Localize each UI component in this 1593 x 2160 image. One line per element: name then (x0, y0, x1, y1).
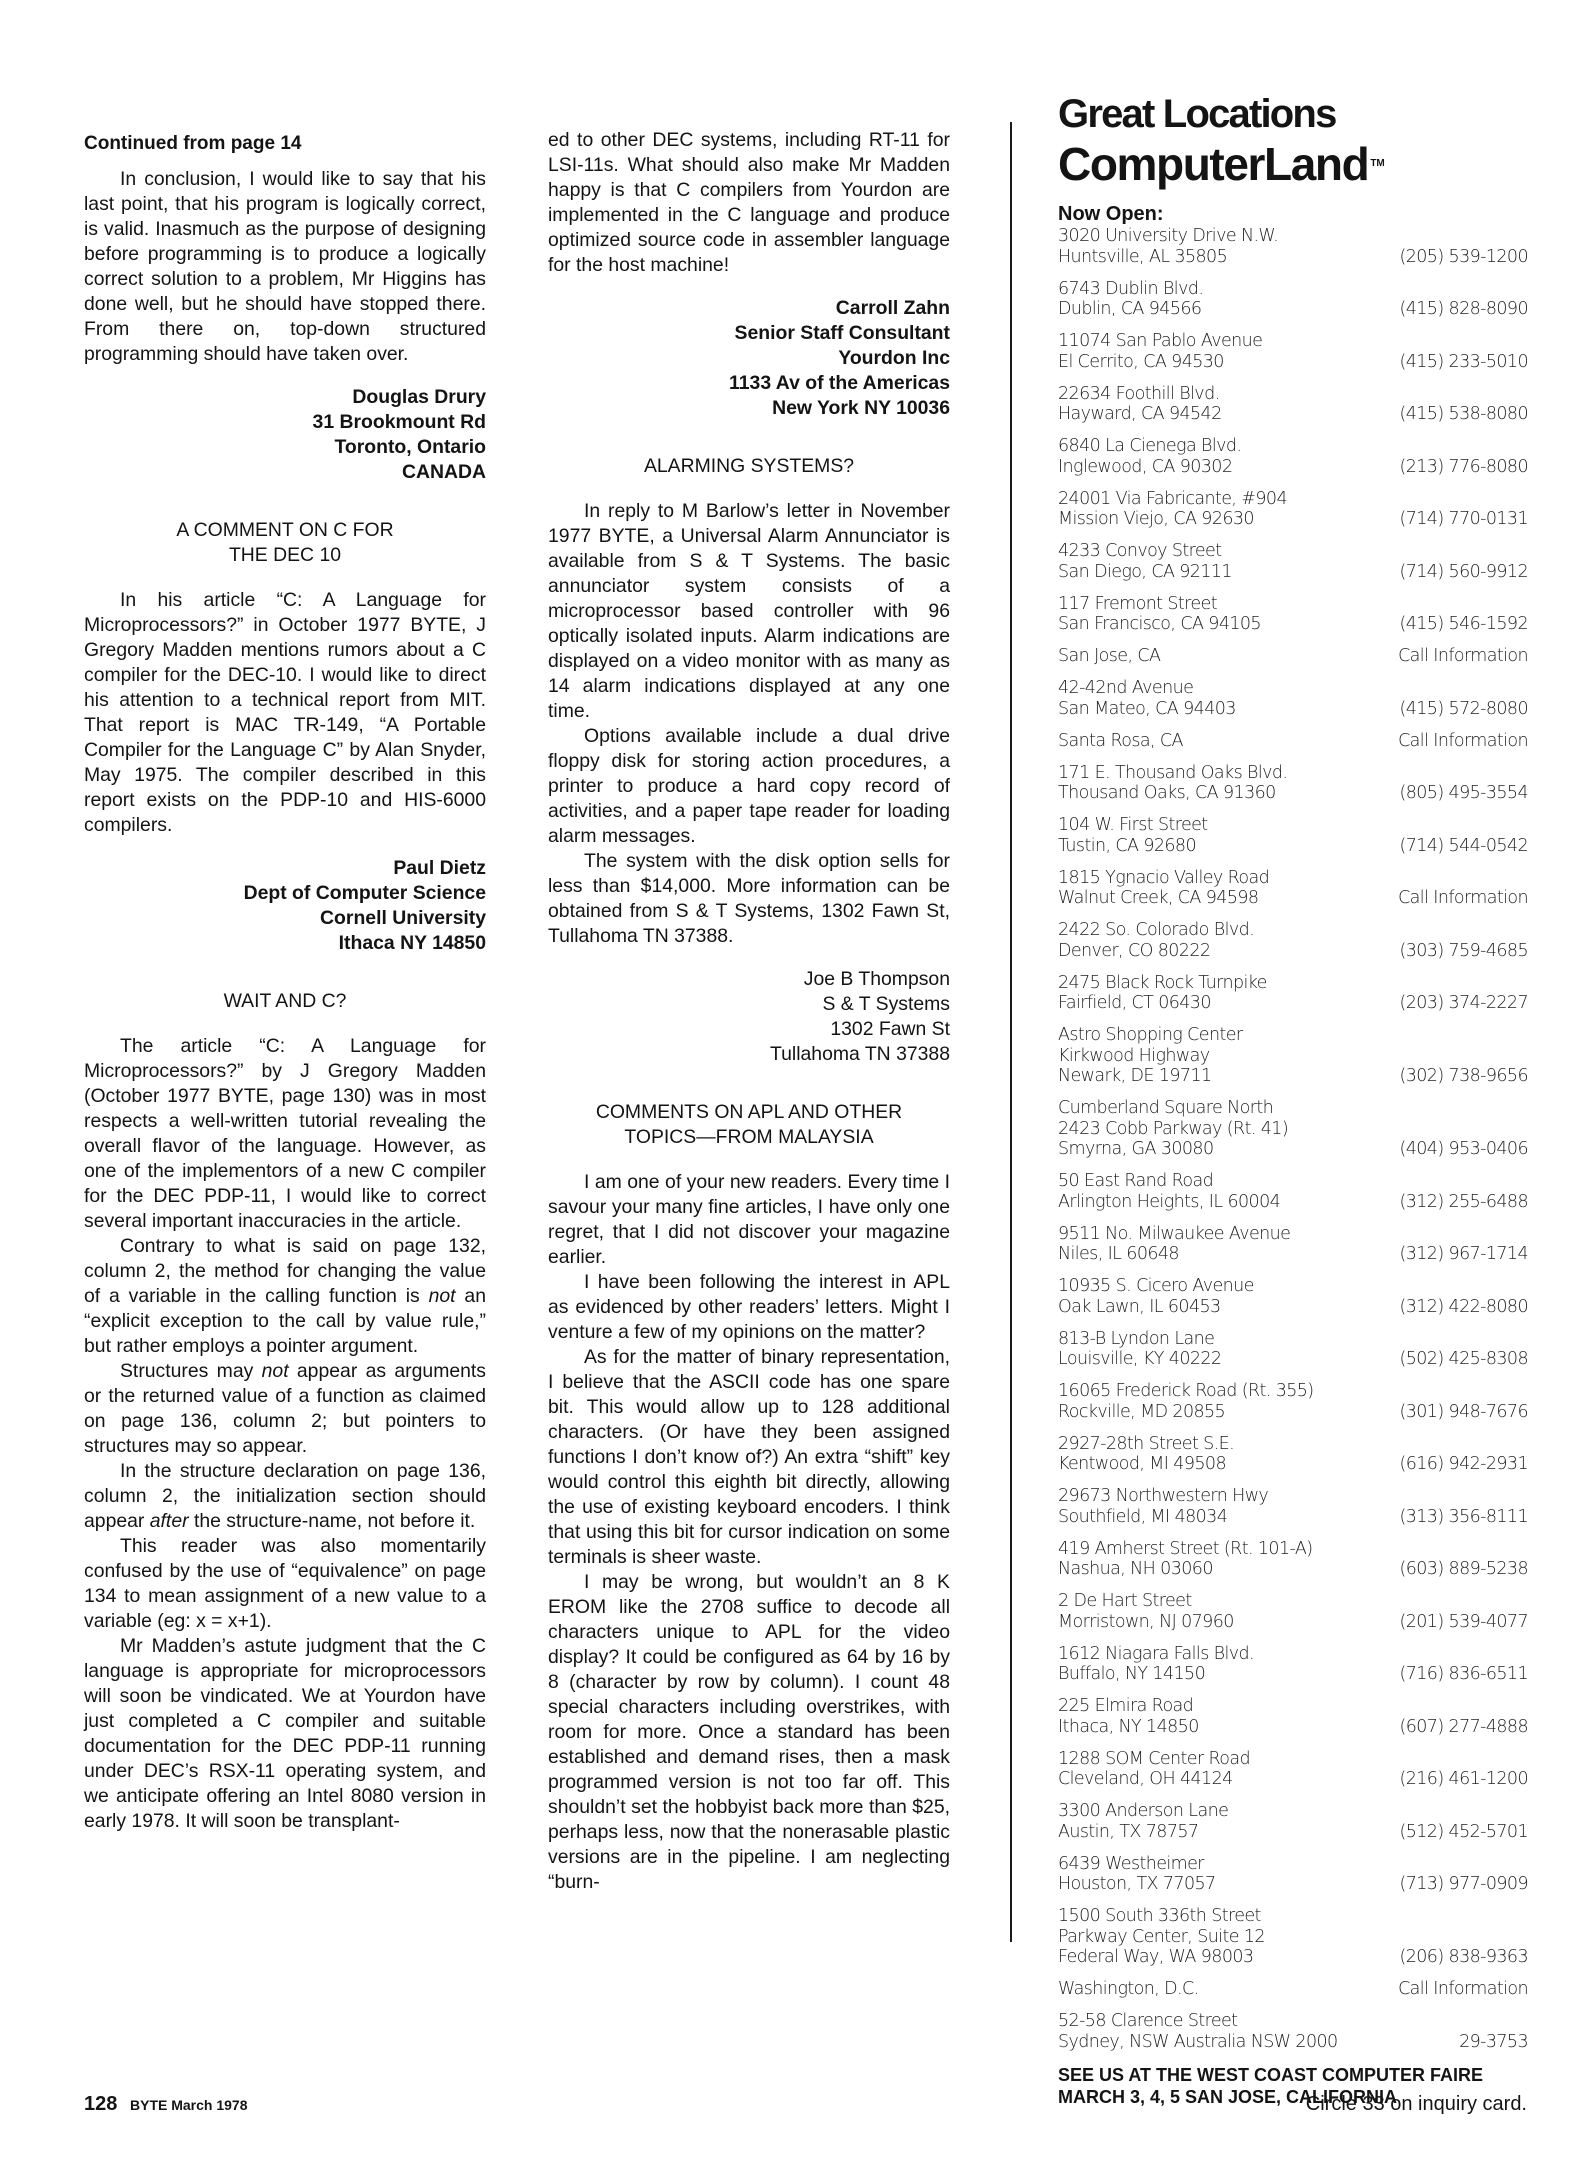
location-address-line: 2 De Hart Street (1058, 1591, 1192, 1611)
location-address-line: Hayward, CA 94542 (1058, 404, 1222, 424)
location-address-line: Austin, TX 78757 (1058, 1821, 1199, 1842)
location-phone: (312) 967-1714 (1399, 1244, 1528, 1264)
location-entry (1058, 1098, 1528, 1160)
location-address-line: 42-42nd Avenue (1058, 678, 1194, 698)
location-address-line: Thousand Oaks, CA 91360 (1058, 783, 1276, 803)
location-address-line: Mission Viejo, CA 92630 (1058, 509, 1254, 529)
location-address-line: Oak Lawn, IL 60453 (1058, 1296, 1221, 1317)
location-entry (1058, 384, 1528, 425)
trademark-mark: TM (1370, 158, 1385, 169)
inquiry-note: Circle 33 on inquiry card. (1305, 2093, 1527, 2115)
location-address-line: Louisville, KY 40222 (1058, 1349, 1222, 1369)
location-address-line: Cleveland, OH 44124 (1058, 1769, 1233, 1789)
location-address-line: 813-B Lyndon Lane (1058, 1328, 1215, 1349)
letter-paragraph: The system with the disk option sells for less than $14,000. More information can be obtained from S & T Systems, 1302 Fawn St, Tullahoma TN 37388. (548, 850, 950, 947)
location-phone: (203) 374-2227 (1399, 993, 1528, 1013)
location-entry (1058, 1539, 1528, 1580)
location-entry (1058, 594, 1528, 635)
signature-douglas-drury (84, 385, 486, 485)
location-list (1058, 226, 1528, 2052)
letter-paragraph: ed to other DEC systems, including RT-11 for LSI-11s. What should also make Mr Madden happy is that C compilers from Yourdon are implemented in the C language and produce optimized source code in assembler language for the host machine! (548, 129, 950, 276)
heading-line: ALARMING SYSTEMS? (643, 455, 855, 477)
location-address-line: Dublin, CA 94566 (1058, 299, 1202, 319)
location-address-line: Kentwood, MI 49508 (1058, 1454, 1226, 1474)
location-phone: (714) 544-0542 (1399, 835, 1528, 856)
location-address-line: 1288 SOM Center Road (1058, 1748, 1251, 1769)
location-entry (1058, 331, 1528, 372)
location-entry (1058, 731, 1528, 752)
heading-alarming-systems (548, 454, 950, 479)
location-phone: 29-3753 (1459, 2031, 1528, 2052)
signature-line: Toronto, Ontario (334, 436, 486, 458)
location-address-line: Federal Way, WA 98003 (1058, 1947, 1254, 1967)
signature-line: Ithaca NY 14850 (338, 932, 486, 954)
location-address-line: 24001 Via Fabricante, #904 (1058, 488, 1287, 509)
location-address-line: San Francisco, CA 94105 (1058, 614, 1261, 634)
location-address-line: 16065 Frederick Road (Rt. 355) (1058, 1381, 1314, 1401)
location-entry (1058, 436, 1528, 477)
signature-line: 1133 Av of the Americas (729, 372, 950, 394)
location-entry (1058, 973, 1528, 1014)
location-entry (1058, 1749, 1528, 1790)
location-phone: (415) 572-8080 (1399, 698, 1528, 719)
letter-paragraph: Contrary to what is said on page 132, column 2, the method for changing the value of a variable in the calling function is not an “explicit exception to the call by value rule,” but rather employs a pointer argument. (84, 1235, 486, 1357)
location-phone: (603) 889-5238 (1399, 1559, 1528, 1579)
location-address-line: 6840 La Cienega Blvd. (1058, 436, 1242, 456)
location-address-line: Morristown, NJ 07960 (1058, 1611, 1234, 1632)
location-phone: (716) 836-6511 (1399, 1664, 1528, 1684)
ad-faire-line: MARCH 3, 4, 5 SAN JOSE, CALIFORNIA (1058, 2086, 1398, 2107)
location-entry (1058, 763, 1528, 804)
location-address-line: 2475 Black Rock Turnpike (1058, 972, 1267, 993)
location-address-line: El Cerrito, CA 94530 (1058, 351, 1224, 372)
location-address-line: 6743 Dublin Blvd. (1058, 278, 1204, 299)
location-address-line: 2423 Cobb Parkway (Rt. 41) (1058, 1118, 1289, 1139)
location-entry (1058, 1854, 1528, 1895)
location-address-line: 1815 Ygnacio Valley Road (1058, 867, 1270, 888)
letter-paragraph: As for the matter of binary representation, I believe that the ASCII code has one spare bit. This would allow up to 128 additional characters. (Or have they been assigned functions I don’t know of?) An extra “shift” key would control this eighth bit directly, allowing the use of existing keyboard encoders. I think that using this bit for cursor indication on some terminals is sheer waste. (548, 1346, 950, 1568)
location-address-line: 6439 Westheimer (1058, 1853, 1204, 1874)
location-address-line: 29673 Northwestern Hwy (1058, 1486, 1269, 1506)
location-address-line: Washington, D.C. (1058, 1979, 1199, 1999)
location-phone: (404) 953-0406 (1399, 1139, 1528, 1159)
letter-paragraph: I have been following the interest in APL as evidenced by other readers’ letters. Might I venture a few of my opinions on the matter? (548, 1271, 950, 1343)
location-entry (1058, 1276, 1528, 1317)
location-phone: (206) 838-9363 (1399, 1947, 1528, 1967)
letter-paragraph: I may be wrong, but wouldn’t an 8 K EROM like the 2708 suffice to decode all characters unique to APL for the video display? It could be configured as 64 by 16 by 8 (character by row by column). I count 48 special characters including overstrikes, with room for more. Once a standard has been established and demand rises, then a mask programmed version is not too far off. This shouldn’t set the hobbyist back more than $25, perhaps less, now that the nonerasable plastic versions are in the pipeline. I am neglecting “burn- (548, 1571, 950, 1893)
location-entry (1058, 1696, 1528, 1737)
location-phone: Call Information (1398, 1979, 1528, 1999)
location-phone: (415) 828-8090 (1399, 299, 1528, 319)
location-entry (1058, 1434, 1528, 1475)
location-phone: (205) 539-1200 (1399, 246, 1528, 267)
continued-note: Continued from page 14 (84, 133, 302, 154)
location-entry (1058, 815, 1528, 856)
location-address-line: 225 Elmira Road (1058, 1696, 1194, 1716)
signature-line: CANADA (401, 461, 486, 483)
location-entry (1058, 1591, 1528, 1632)
location-entry (1058, 678, 1528, 719)
location-entry (1058, 1486, 1528, 1527)
location-phone: Call Information (1398, 888, 1528, 908)
location-phone: Call Information (1398, 730, 1528, 751)
location-phone: (302) 738-9656 (1399, 1066, 1528, 1086)
location-entry (1058, 541, 1528, 582)
location-phone: (805) 495-3554 (1399, 783, 1528, 803)
letters-column-2 (548, 128, 950, 1895)
location-address-line: Huntsville, AL 35805 (1058, 246, 1228, 267)
location-address-line: Nashua, NH 03060 (1058, 1559, 1213, 1579)
location-entry (1058, 1979, 1528, 2000)
location-address-line: Astro Shopping Center (1058, 1025, 1243, 1045)
location-address-line: 2422 So. Colorado Blvd. (1058, 920, 1255, 940)
location-address-line: 3020 University Drive N.W. (1058, 226, 1279, 246)
location-phone: (415) 546-1592 (1399, 614, 1528, 634)
letter-paragraph: Structures may not appear as arguments or the returned value of a function as claimed on page 136, column 2; but pointers to structures may so appear. (84, 1360, 486, 1457)
location-entry (1058, 920, 1528, 961)
location-address-line: 419 Amherst Street (Rt. 101-A) (1058, 1538, 1313, 1559)
location-address-line: 104 W. First Street (1058, 815, 1208, 835)
signature-paul-dietz (84, 856, 486, 956)
location-phone: Call Information (1398, 646, 1528, 666)
location-address-line: Rockville, MD 20855 (1058, 1401, 1226, 1422)
ad-logo-text: ComputerLand (1058, 138, 1369, 190)
location-address-line: Kirkwood Highway (1058, 1045, 1210, 1066)
letter-paragraph: Options available include a dual drive floppy disk for storing action procedures, a printer to produce a hard copy record of activities, and a paper tape reader for loading alarm messages. (548, 725, 950, 847)
letter-paragraph: In reply to M Barlow’s letter in November 1977 BYTE, a Universal Alarm Annunciator is available from S & T Systems. The basic annunciator system consists of a microprocessor based controller with 96 optically isolated inputs. Alarm indications are displayed on a video monitor with as many as 14 alarm indications displayed at any one time. (548, 500, 950, 722)
location-phone: (201) 539-4077 (1399, 1611, 1528, 1632)
location-address-line: 10935 S. Cicero Avenue (1058, 1276, 1254, 1296)
location-address-line: 9511 No. Milwaukee Avenue (1058, 1223, 1291, 1244)
location-address-line: 52-58 Clarence Street (1058, 2011, 1238, 2031)
magazine-issue: BYTE March 1978 (130, 2097, 248, 2113)
signature-line: Yourdon Inc (838, 347, 950, 369)
location-entry (1058, 1329, 1528, 1370)
letter-paragraph: I am one of your new readers. Every time I savour your many fine articles, I have only one regret, that I did not discover your magazine earlier. (548, 1171, 950, 1268)
location-phone: (312) 255-6488 (1399, 1191, 1528, 1212)
location-address-line: Walnut Creek, CA 94598 (1058, 888, 1259, 908)
location-phone: (713) 977-0909 (1399, 1874, 1528, 1894)
location-address-line: 1500 South 336th Street (1058, 1906, 1261, 1926)
letter-paragraph: Mr Madden’s astute judgment that the C language is appropriate for microprocessors will soon be vindicated. We at Yourdon have just completed a C compiler and suitable documentation for the DEC PDP-11 running under DEC’s RSX-11 operating system, and we anticipate offering an Intel 8080 version in early 1978. It will soon be transplant- (84, 1635, 486, 1832)
location-address-line: Inglewood, CA 90302 (1058, 456, 1233, 477)
heading-line: WAIT AND C? (223, 990, 347, 1012)
location-entry (1058, 2011, 1528, 2052)
location-entry (1058, 489, 1528, 530)
location-phone: (607) 277-4888 (1399, 1716, 1528, 1737)
location-phone: (415) 233-5010 (1399, 351, 1528, 372)
location-address-line: Arlington Heights, IL 60004 (1058, 1191, 1281, 1212)
location-address-line: Niles, IL 60648 (1058, 1244, 1179, 1264)
location-phone: (502) 425-8308 (1399, 1349, 1528, 1369)
location-address-line: Parkway Center, Suite 12 (1058, 1926, 1265, 1947)
signature-line: Tullahoma TN 37388 (769, 1043, 950, 1065)
heading-line: COMMENTS ON APL AND OTHER (595, 1101, 903, 1123)
location-phone: (512) 452-5701 (1399, 1821, 1528, 1842)
location-address-line: 11074 San Pablo Avenue (1058, 331, 1263, 351)
location-phone: (312) 422-8080 (1399, 1296, 1528, 1317)
location-phone: (714) 560-9912 (1399, 561, 1528, 582)
location-address-line: 4233 Convoy Street (1058, 541, 1222, 561)
location-address-line: 3300 Anderson Lane (1058, 1801, 1229, 1821)
letter-paragraph: In his article “C: A Language for Microprocessors?” in October 1977 BYTE, J Gregory Madden mentions rumors about a C compiler for the DEC-10. I would like to direct his attention to a technical report from MIT. That report is MAC TR-149, “A Portable Compiler for the Language C” by Alan Snyder, May 1975. The compiler described in this report exists on the PDP-10 and HIS-6000 compilers. (84, 589, 486, 836)
location-address-line: Denver, CO 80222 (1058, 940, 1211, 961)
location-address-line: Cumberland Square North (1058, 1098, 1274, 1118)
signature-line: Senior Staff Consultant (734, 322, 950, 344)
signature-joe-thompson (548, 967, 950, 1067)
location-address-line: Fairfield, CT 06430 (1058, 993, 1211, 1013)
location-address-line: 2927-28th Street S.E. (1058, 1433, 1235, 1454)
location-phone: (216) 461-1200 (1399, 1769, 1528, 1789)
heading-wait-and-c (84, 989, 486, 1014)
heading-line: TOPICS—FROM MALAYSIA (624, 1126, 874, 1148)
location-address-line: 22634 Foothill Blvd. (1058, 383, 1220, 404)
location-entry (1058, 1025, 1528, 1087)
letter-paragraph: In the structure declaration on page 136, column 2, the initialization section should appear after the structure-name, not before it. (84, 1460, 486, 1532)
location-phone: (301) 948-7676 (1399, 1401, 1528, 1422)
ad-faire-line: SEE US AT THE WEST COAST COMPUTER FAIRE (1058, 2064, 1484, 2085)
location-address-line: San Mateo, CA 94403 (1058, 698, 1236, 719)
location-address-line: San Diego, CA 92111 (1058, 561, 1232, 582)
location-address-line: 117 Fremont Street (1058, 593, 1217, 614)
letters-column-1 (84, 128, 486, 1834)
location-entry (1058, 1644, 1528, 1685)
location-entry (1058, 1381, 1528, 1422)
location-entry (1058, 226, 1528, 267)
location-address-line: 171 E. Thousand Oaks Blvd. (1058, 762, 1288, 783)
heading-comments-on-apl (548, 1100, 950, 1150)
location-phone: (213) 776-8080 (1399, 456, 1528, 477)
heading-line: THE DEC 10 (228, 544, 342, 566)
now-open-label: Now Open: (1058, 203, 1164, 225)
location-entry (1058, 1801, 1528, 1842)
location-address-line: Sydney, NSW Australia NSW 2000 (1058, 2031, 1338, 2052)
signature-line: Douglas Drury (352, 386, 486, 408)
location-address-line: Houston, TX 77057 (1058, 1874, 1216, 1894)
location-entry (1058, 1224, 1528, 1265)
signature-line: Paul Dietz (393, 857, 486, 879)
signature-line: Cornell University (320, 907, 486, 929)
page-number: 128 (84, 2093, 118, 2115)
location-address-line: Ithaca, NY 14850 (1058, 1716, 1199, 1737)
letter-paragraph: This reader was also momentarily confused by the use of “equivalence” on page 134 to mean assignment of a new value to a variable (eg: x = x+1). (84, 1535, 486, 1632)
location-entry (1058, 868, 1528, 909)
location-entry (1058, 279, 1528, 320)
computerland-ad (1058, 92, 1528, 2108)
signature-line: Carroll Zahn (835, 297, 950, 319)
signature-carroll-zahn (548, 296, 950, 421)
location-phone: (303) 759-4685 (1399, 940, 1528, 961)
signature-line: New York NY 10036 (772, 397, 950, 419)
location-address-line: Smyrna, GA 30080 (1058, 1139, 1214, 1159)
location-phone: (313) 356-8111 (1399, 1506, 1528, 1527)
ad-title: Great Locations (1058, 92, 1336, 136)
location-address-line: 1612 Niagara Falls Blvd. (1058, 1643, 1255, 1664)
location-entry (1058, 646, 1528, 667)
location-entry (1058, 1171, 1528, 1212)
location-address-line: Santa Rosa, CA (1058, 730, 1183, 751)
location-phone: (714) 770-0131 (1399, 509, 1528, 529)
location-address-line: 50 East Rand Road (1058, 1171, 1214, 1191)
signature-line: Dept of Computer Science (243, 882, 486, 904)
letter-paragraph: In conclusion, I would like to say that his last point, that his program is logically correct, is valid. Inasmuch as the purpose of designing before programming is to produce a logically correct solution to a problem, Mr Higgins has done well, but he should have stopped there. From there on, top-down structured programming should have taken over. (84, 168, 486, 365)
signature-line: Joe B Thompson (803, 968, 950, 990)
heading-line: A COMMENT ON C FOR (176, 519, 394, 541)
letter-paragraph: The article “C: A Language for Microprocessors?” by J Gregory Madden (October 1977 BYTE, page 130) was in most respects a well-written tutorial revealing the overall flavor of the language. However, as one of the implementors of a new C compiler for the DEC PDP-11, I would like to correct several important inaccuracies in the article. (84, 1035, 486, 1232)
signature-line: S & T Systems (822, 993, 950, 1015)
signature-line: 1302 Fawn St (830, 1018, 950, 1040)
location-address-line: San Jose, CA (1058, 646, 1161, 666)
ad-logo (1058, 138, 1528, 190)
heading-comment-on-c (84, 518, 486, 568)
signature-line: 31 Brookmount Rd (312, 411, 486, 433)
column-divider (1010, 122, 1012, 1942)
location-address-line: Tustin, CA 92680 (1058, 835, 1197, 856)
location-entry (1058, 1906, 1528, 1968)
location-address-line: Newark, DE 19711 (1058, 1066, 1212, 1086)
location-address-line: Southfield, MI 48034 (1058, 1506, 1228, 1527)
location-phone: (616) 942-2931 (1399, 1454, 1528, 1474)
location-phone: (415) 538-8080 (1399, 404, 1528, 424)
location-address-line: Buffalo, NY 14150 (1058, 1664, 1206, 1684)
